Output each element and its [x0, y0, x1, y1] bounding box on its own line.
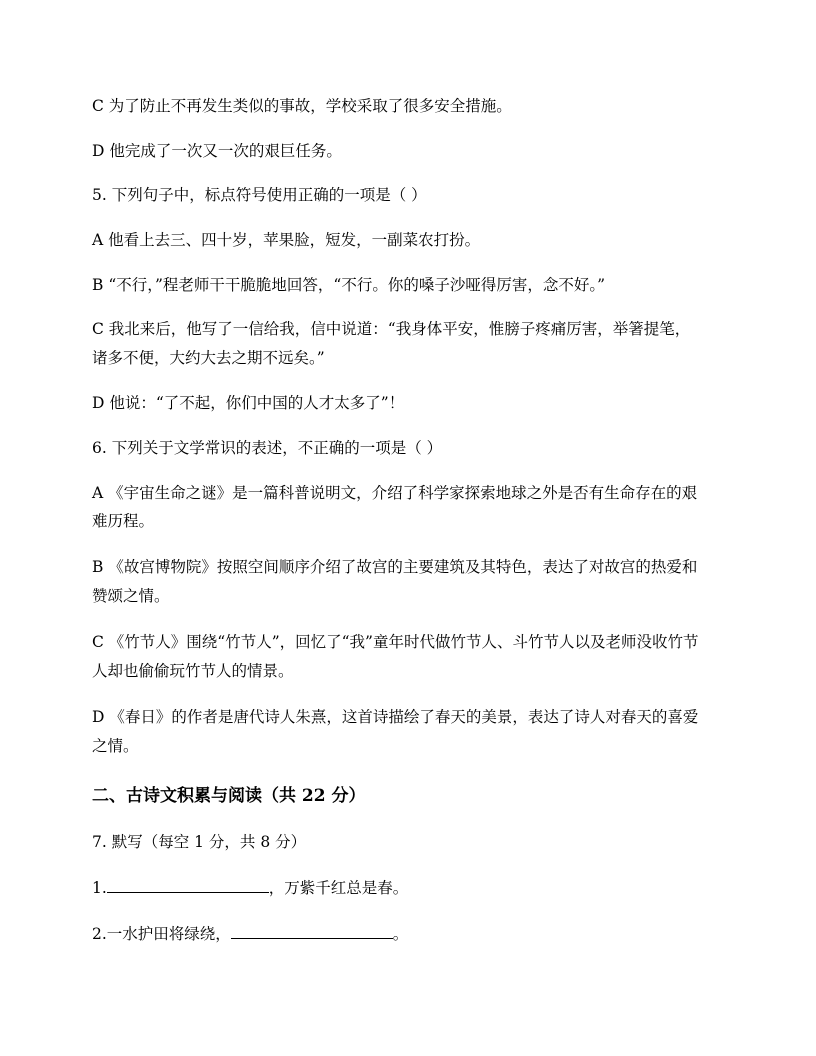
q5-option-c-line1: C 我北来后，他写了一信给我，信中说道：“我身体平安，惟膀子疼痛厉害，举箸提笔，	[92, 320, 691, 338]
option-c-prev: C 为了防止不再发生类似的事故，学校采取了很多安全措施。	[92, 97, 512, 115]
q6-option-c-line1: C 《竹节人》围绕“竹节人”，回忆了“我”童年时代做竹节人、斗竹节人以及老师没收竹节	[92, 633, 699, 651]
q6-option-b-line2: 赞颂之情。	[92, 587, 170, 605]
item-1-suffix: ，万紫千红总是春。	[268, 879, 409, 897]
answer-blank-1[interactable]	[107, 878, 269, 893]
item-1-prefix: 1.	[92, 879, 107, 897]
section-heading: 二、古诗文积累与阅读（共 22 分）	[92, 786, 366, 806]
question-7: 7. 默写（每空 1 分，共 8 分）	[92, 833, 307, 851]
q6-option-a-line2: 难历程。	[92, 512, 155, 530]
fill-in-item-2	[92, 924, 732, 944]
fill-in-item-1	[92, 878, 732, 898]
q6-option-c-line2: 人却也偷偷玩竹节人的情景。	[92, 662, 294, 680]
q6-option-a-line1: A 《宇宙生命之谜》是一篇科普说明文，介绍了科学家探索地球之外是否有生命存在的艰	[92, 484, 698, 502]
q6-option-d-line2: 之情。	[92, 737, 139, 755]
q5-option-c-line2: 诸多不便，大约大去之期不远矣。”	[92, 349, 325, 367]
q6-option-b-line1: B 《故宫博物院》按照空间顺序介绍了故宫的主要建筑及其特色，表达了对故宫的热爱和	[92, 558, 698, 576]
q5-option-b: B “不行，”程老师干干脆脆地回答，“不行。你的嗓子沙哑得厉害，念不好。”	[92, 276, 606, 294]
item-2-prefix: 2.一水护田将绿绕，	[92, 925, 231, 943]
question-6: 6. 下列关于文学常识的表述，不正确的一项是（ ）	[92, 439, 443, 457]
q6-option-d-line1: D 《春日》的作者是唐代诗人朱熹，这首诗描绘了春天的美景，表达了诗人对春天的喜爱	[92, 708, 699, 726]
q5-option-d: D 他说：“了不起，你们中国的人才太多了”！	[92, 394, 405, 412]
item-2-suffix: 。	[392, 925, 409, 943]
question-5: 5. 下列句子中，标点符号使用正确的一项是（ ）	[92, 186, 427, 204]
q5-option-a: A 他看上去三、四十岁，苹果脸，短发，一副菜农打扮。	[92, 231, 481, 249]
answer-blank-2[interactable]	[231, 924, 393, 939]
option-d-prev: D 他完成了一次又一次的艰巨任务。	[92, 142, 342, 160]
